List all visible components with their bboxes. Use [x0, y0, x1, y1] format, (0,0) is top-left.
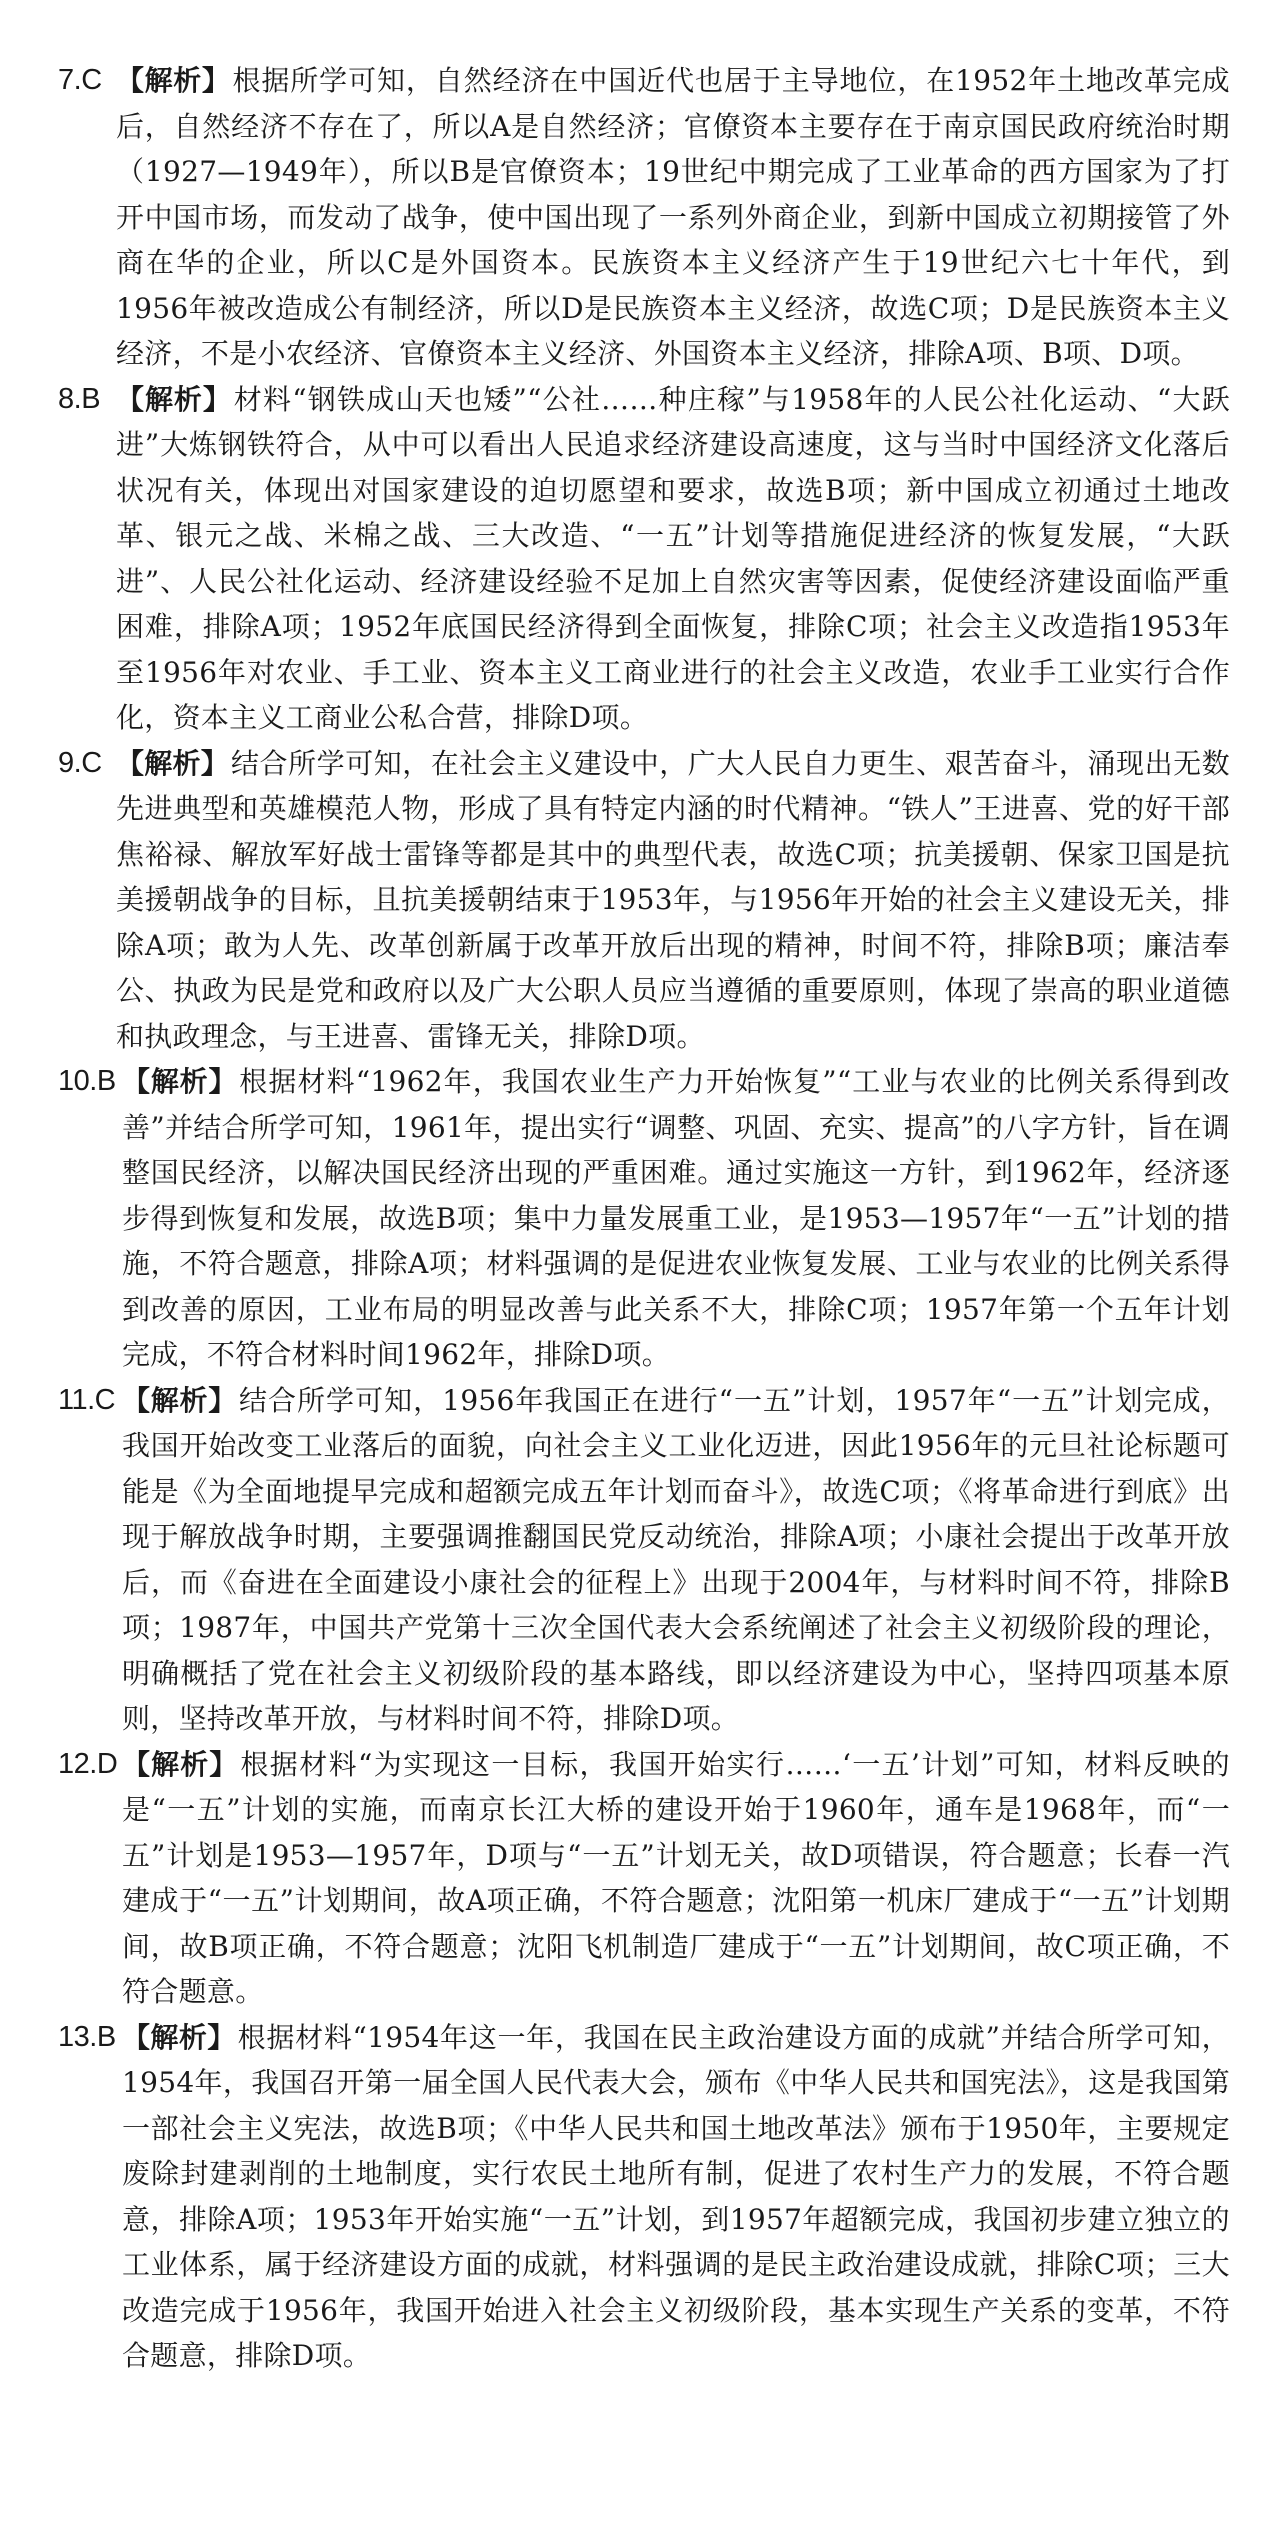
- analysis-tag: 【解析】: [122, 1383, 237, 1417]
- analysis-tag: 【解析】: [122, 1065, 238, 1098]
- answer-item-9: [58, 741, 1230, 1060]
- explanation-text: [122, 1742, 1230, 2015]
- question-number: 12.D: [58, 1747, 118, 1780]
- question-number: 11.C: [58, 1383, 116, 1416]
- analysis-tag: 【解析】: [116, 746, 229, 780]
- answer-letter: C: [81, 746, 102, 779]
- answer-item-13: [58, 2015, 1230, 2379]
- explanation-text: [116, 741, 1230, 1060]
- explanation-content: 根据材料“1954年这一年，我国在民主政治建设方面的成就”并结合所学可知，1954年，我国召开第一届全国人民代表大会，颁布《中华人民共和国宪法》，这是我国第一部社会主义宪法，故选B项；《中华人民共和国土地改革法》颁布于1950年，主要规定废除封建剥削的土地制度，实行农民土地所有制，促进了农村生产力的发展，不符合题意，排除A项；1953年开始实施“一五”计划，到1957年超额完成，我国初步建立独立的工业体系，属于经济建设方面的成就，材料强调的是民主政治建设成就，排除C项；三大改造完成于1956年，我国开始进入社会主义初级阶段，基本实现生产关系的变革，不符合题意，排除D项。: [122, 2020, 1230, 2372]
- explanation-content: 根据材料“1962年，我国农业生产力开始恢复”“工业与农业的比例关系得到改善”并结合所学可知，1961年，提出实行“调整、巩固、充实、提高”的八字方针，旨在调整国民经济，以解决国民经济出现的严重困难。通过实施这一方针，到1962年，经济逐步得到恢复和发展，故选B项；集中力量发展重工业，是1953—1957年“一五”计划的措施，不符合题意，排除A项；材料强调的是促进农业恢复发展、工业与农业的比例关系得到改善的原因，工业布局的明显改善与此关系不大，排除C项；1957年第一个五年计划完成，不符合材料时间1962年，排除D项。: [122, 1065, 1230, 1371]
- answer-item-11: [58, 1378, 1230, 1742]
- explanation-text: [122, 1378, 1230, 1742]
- explanation-content: 结合所学可知，1956年我国正在进行“一五”计划，1957年“一五”计划完成，我国开始改变工业落后的面貌，向社会主义工业化迈进，因此1956年的元旦社论标题可能是《为全面地提早完成和超额完成五年计划而奋斗》，故选C项；《将革命进行到底》出现于解放战争时期，主要强调推翻国民党反动统治，排除A项；小康社会提出于改革开放后，而《奋进在全面建设小康社会的征程上》出现于2004年，与材料时间不符，排除B项；1987年，中国共产党第十三次全国代表大会系统阐述了社会主义初级阶段的理论，明确概括了党在社会主义初级阶段的基本路线，即以经济建设为中心，坚持四项基本原则，坚持改革开放，与材料时间不符，排除D项。: [122, 1383, 1230, 1735]
- explanation-content: 结合所学可知，在社会主义建设中，广大人民自力更生、艰苦奋斗，涌现出无数先进典型和英雄模范人物，形成了具有特定内涵的时代精神。“铁人”王进喜、党的好干部焦裕禄、解放军好战士雷锋等都是其中的典型代表，故选C项；抗美援朝、保家卫国是抗美援朝战争的目标，且抗美援朝结束于1953年，与1956年开始的社会主义建设无关，排除A项；敢为人先、改革创新属于改革开放后出现的精神，时间不符，排除B项；廉洁奉公、执政为民是党和政府以及广大公职人员应当遵循的重要原则，体现了崇高的职业道德和执政理念，与王进喜、雷锋无关，排除D项。: [116, 746, 1230, 1053]
- answer-letter: C: [94, 1383, 116, 1416]
- answer-letter: C: [81, 64, 102, 96]
- explanation-text: [116, 377, 1230, 741]
- explanation-content: 根据所学可知，自然经济在中国近代也居于主导地位，在1952年土地改革完成后，自然经济不存在了，所以A是自然经济；官僚资本主要存在于南京国民政府统治时期（1927—1949年），所以B是官僚资本；19世纪中期完成了工业革命的西方国家为了打开中国市场，而发动了战争，使中国出现了一系列外商企业，到新中国成立初期接管了外商在华的企业，所以C是外国资本。民族资本主义经济产生于19世纪六七十年代，到1956年被改造成公有制经济，所以D是民族资本主义经济，故选C项；D是民族资本主义经济，不是小农经济、官僚资本主义经济、外国资本主义经济，排除A项、B项、D项。: [116, 64, 1230, 370]
- question-number: 13.B: [58, 2020, 116, 2053]
- question-number: 7.C: [58, 64, 102, 96]
- explanation-content: 根据材料“为实现这一目标，我国开始实行……‘一五’计划”可知，材料反映的是“一五”计划的实施，而南京长江大桥的建设开始于1960年，通车是1968年，而“一五”计划是1953—1957年，D项与“一五”计划无关，故D项错误，符合题意；长春一汽建成于“一五”计划期间，故A项正确，不符合题意；沈阳第一机床厂建成于“一五”计划期间，故B项正确，不符合题意；沈阳飞机制造厂建成于“一五”计划期间，故C项正确，不符合题意。: [122, 1747, 1230, 2008]
- analysis-tag: 【解析】: [116, 382, 232, 416]
- answer-item-10: [58, 1059, 1230, 1378]
- question-number: 8.B: [58, 382, 101, 415]
- explanation-text: [122, 1059, 1230, 1378]
- explanation-text: [116, 58, 1230, 377]
- analysis-tag: 【解析】: [122, 1747, 239, 1781]
- explanation-content: 材料“钢铁成山天也矮”“公社……种庄稼”与1958年的人民公社化运动、“大跃进”大炼钢铁符合，从中可以看出人民追求经济建设高速度，这与当时中国经济文化落后状况有关，体现出对国家建设的迫切愿望和要求，故选B项；新中国成立初通过土地改革、银元之战、米棉之战、三大改造、“一五”计划等措施促进经济的恢复发展，“大跃进”、人民公社化运动、经济建设经验不足加上自然灾害等因素，促使经济建设面临严重困难，排除A项；1952年底国民经济得到全面恢复，排除C项；社会主义改造指1953年至1956年对农业、手工业、资本主义工商业进行的社会主义改造，农业手工业实行合作化，资本主义工商业公私合营，排除D项。: [116, 382, 1230, 734]
- analysis-tag: 【解析】: [122, 2020, 236, 2054]
- answer-item-8: [58, 377, 1230, 741]
- answer-letter: D: [96, 1747, 118, 1780]
- answer-letter: B: [81, 382, 101, 415]
- answer-letter: B: [96, 1065, 116, 1097]
- answer-item-12: [58, 1742, 1230, 2015]
- answer-letter: B: [96, 2020, 116, 2053]
- question-number: 10.B: [58, 1065, 116, 1097]
- analysis-tag: 【解析】: [116, 64, 231, 97]
- answer-item-7: [58, 58, 1230, 377]
- explanation-text: [122, 2015, 1230, 2379]
- question-number: 9.C: [58, 746, 102, 779]
